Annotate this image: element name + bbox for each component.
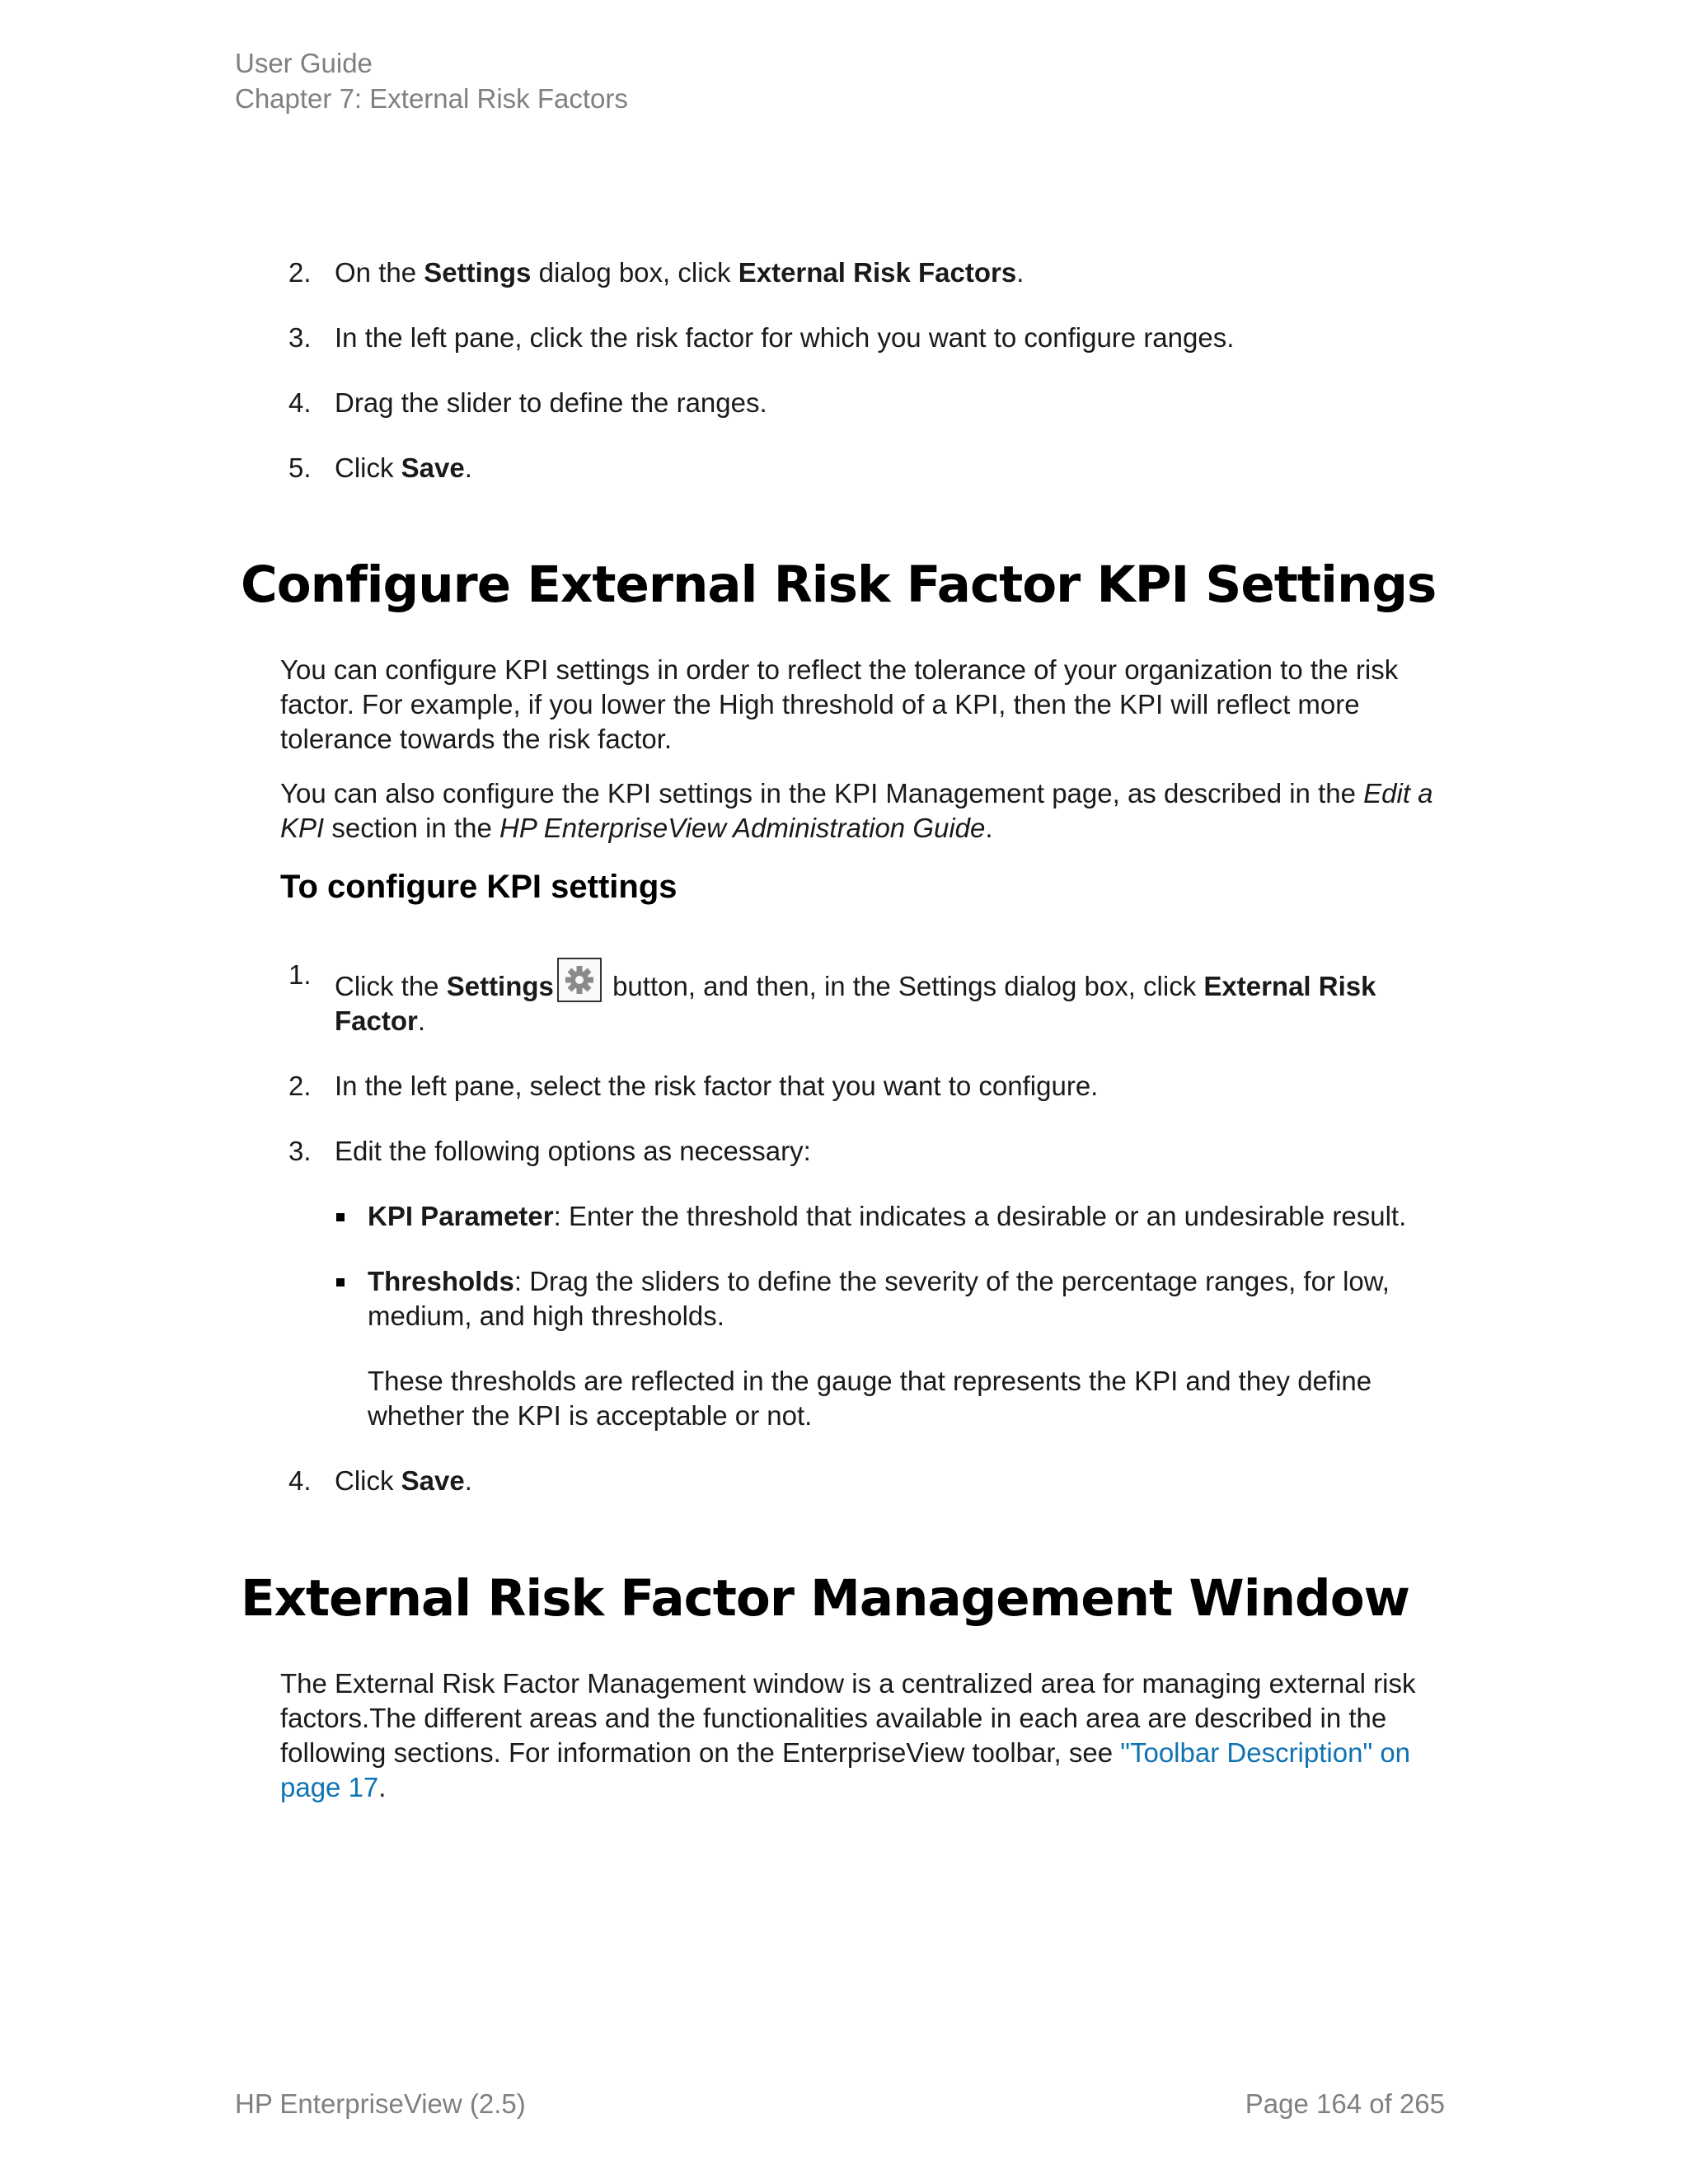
- footer-product: HP EnterpriseView (2.5): [235, 2088, 526, 2119]
- bullet-marker: [336, 1278, 345, 1286]
- body-paragraph: You can configure KPI settings in order to reflect the tolerance of your organization to the risk factor. For example, if you lower the High threshold of a KPI, then the KPI will reflect more tolerance towards the risk factor.: [280, 654, 1399, 754]
- list-item: KPI Parameter: Enter the threshold that indicates a desirable or an undesirable result.: [335, 1199, 1451, 1234]
- toolbar-description-link[interactable]: "Toolbar Description" on page 17: [280, 1737, 1411, 1802]
- step-item: 2. On the Settings dialog box, click External Risk Factors.: [288, 257, 1025, 288]
- bullet-marker: [336, 1213, 345, 1221]
- step-item: 3. Edit the following options as necessary:: [288, 1136, 811, 1166]
- procedure-steps-continued: [280, 255, 1451, 485]
- bullet-note: These thresholds are reflected in the gauge that represents the KPI and they define whether the KPI is acceptable or not.: [368, 1366, 1372, 1431]
- body-paragraph: The External Risk Factor Management window is a centralized area for managing external risk factors.The different areas and the functionalities available in each area are described in the following sections. For information on the EnterpriseView toolbar, see "Toolbar Description" on page 17.: [280, 1668, 1416, 1802]
- section-heading: Configure External Risk Factor KPI Settings: [241, 555, 1437, 614]
- gear-icon: [557, 958, 602, 1002]
- header-chapter: Chapter 7: External Risk Factors: [235, 83, 628, 114]
- running-header: [235, 45, 628, 116]
- step-item: 2. In the left pane, select the risk factor that you want to configure.: [288, 1071, 1099, 1101]
- step-item: 1. Click the Settings button, and then, in the Settings dialog box, click External Risk Factor.: [288, 959, 1376, 1036]
- option-list: [280, 1199, 1451, 1433]
- body-paragraph: You can also configure the KPI settings in the KPI Management page, as described in the Edit a KPI section in the HP EnterpriseView Administration Guide.: [280, 778, 1433, 843]
- section-heading: External Risk Factor Management Window: [241, 1569, 1409, 1628]
- procedure-steps: [280, 958, 1451, 1498]
- list-item: Thresholds: Drag the sliders to define the severity of the percentage ranges, for low, medium, and high thresholds.: [335, 1264, 1451, 1333]
- footer-page-number: Page 164 of 265: [1245, 2088, 1445, 2119]
- procedure-subheading: To configure KPI settings: [280, 869, 678, 905]
- step-item: 3. In the left pane, click the risk factor for which you want to configure ranges.: [288, 322, 1235, 353]
- step-item: 4. Drag the slider to define the ranges.: [288, 387, 767, 418]
- header-title: User Guide: [235, 48, 373, 78]
- step-item: 4. Click Save.: [288, 1465, 472, 1496]
- step-item: 5. Click Save.: [288, 452, 472, 483]
